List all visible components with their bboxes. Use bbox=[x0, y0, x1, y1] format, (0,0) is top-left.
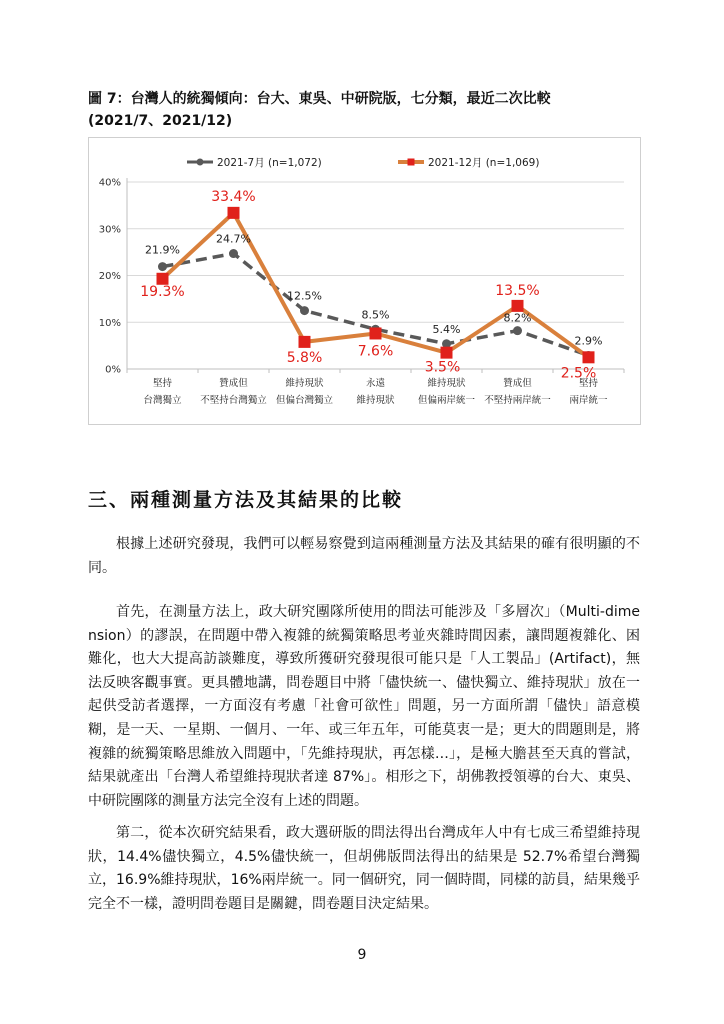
data-label-2021-07: 12.5% bbox=[287, 289, 322, 303]
y-tick-label: 0% bbox=[105, 364, 121, 376]
chart-frame bbox=[88, 137, 641, 425]
data-label-2021-12: 3.5% bbox=[424, 359, 461, 376]
x-tick-label: 不堅持台灣獨立 bbox=[200, 395, 267, 406]
figure-caption-line1: 圖 7：台灣人的統獨傾向：台大、東吳、中研院版，七分類，最近二次比較 bbox=[88, 91, 551, 107]
data-point-2021-07 bbox=[158, 262, 167, 271]
x-tick-label: 贊成但 bbox=[219, 378, 248, 389]
x-tick-label: 贊成但 bbox=[503, 378, 532, 389]
x-tick-label: 維持現狀 bbox=[427, 378, 466, 389]
data-label-2021-12: 2.5% bbox=[560, 365, 597, 382]
series-line-2021-07 bbox=[163, 254, 589, 356]
x-tick-label: 堅持 bbox=[578, 378, 599, 389]
legend-label: 2021-7月 (n=1,072) bbox=[217, 157, 322, 169]
y-tick-label: 30% bbox=[98, 224, 121, 236]
x-tick-label: 永遠 bbox=[365, 378, 386, 389]
paragraph-2: 首先，在測量方法上，政大研究團隊所使用的問法可能涉及「多層次」（Multi-dimension）的謬誤，在問題中帶入複雜的統獨策略思考並夾雜時間因素，讓問題複雜化、困難化，也大大提高訪談難度，導致所獲研究發現很可能只是「人工製品」(Artifact)，無法反映客觀事實。更具體地講，問卷題目中將「儘快統一、儘快獨立、維持現狀」放在一起供受訪者選擇，一方面沒有考慮「社會可欲性」問題，另一方面所謂「儘快」語意模糊，是一天、一星期、一個月、一年、或三年五年，可能莫衷一是；更大的問題則是，將複雜的統獨策略思維放入問題中，「先維持現狀，再怎樣…」，是極大膽甚至天真的嘗試，結果就產出「台灣人希望維持現狀者達 87%」。相形之下，胡佛教授領導的台大、東吳、中研院團隊的測量方法完全沒有上述的問題。 bbox=[88, 604, 640, 809]
data-label-2021-12: 33.4% bbox=[211, 188, 256, 205]
x-tick-label: 維持現狀 bbox=[356, 395, 395, 406]
x-tick-label: 維持現狀 bbox=[285, 378, 324, 389]
legend-label: 2021-12月 (n=1,069) bbox=[428, 157, 540, 169]
data-point-2021-12 bbox=[228, 207, 240, 219]
data-point-2021-07 bbox=[513, 326, 522, 335]
data-point-2021-12 bbox=[583, 351, 595, 363]
x-tick-label: 堅持 bbox=[152, 378, 173, 389]
line-chart bbox=[89, 138, 642, 426]
x-tick-label: 但偏台灣獨立 bbox=[275, 395, 334, 406]
data-point-2021-07 bbox=[300, 306, 309, 315]
data-label-2021-12: 5.8% bbox=[286, 349, 323, 366]
data-point-2021-12 bbox=[299, 336, 311, 348]
data-label-2021-07: 24.7% bbox=[216, 232, 251, 246]
y-tick-label: 40% bbox=[98, 177, 121, 189]
y-tick-label: 20% bbox=[98, 271, 121, 282]
paragraph-3: 第二，從本次研究結果看，政大選研版的問法得出台灣成年人中有七成三希望維持現狀，14.4%儘快獨立，4.5%儘快統一，但胡佛版問法得出的結果是 52.7%希望台灣獨立，16.9%維持現狀，16%兩岸統一。同一個研究，同一個時間，同樣的訪員，結果幾乎完全不一樣，證明問卷題目是關鍵，問卷題目決定結果。 bbox=[88, 825, 640, 912]
y-tick-label: 10% bbox=[98, 317, 121, 329]
data-point-2021-07 bbox=[229, 249, 238, 258]
section-title: 三、兩種測量方法及其結果的比較 bbox=[88, 489, 404, 511]
x-tick-label: 但偏兩岸統一 bbox=[417, 395, 476, 406]
paragraph-1: 根據上述研究發現，我們可以輕易察覺到這兩種測量方法及其結果的確有很明顯的不同。 bbox=[88, 536, 640, 576]
data-label-2021-07: 2.9% bbox=[574, 334, 603, 348]
data-label-2021-12: 7.6% bbox=[357, 343, 394, 360]
legend-marker bbox=[408, 159, 415, 166]
data-label-2021-07: 5.4% bbox=[432, 322, 461, 336]
figure-caption-line2: (2021/7、2021/12) bbox=[88, 113, 233, 129]
x-tick-label: 台灣獨立 bbox=[143, 395, 182, 406]
x-tick-label: 兩岸統一 bbox=[569, 395, 608, 406]
data-point-2021-12 bbox=[370, 327, 382, 339]
x-tick-label: 不堅持兩岸統一 bbox=[484, 395, 551, 406]
data-label-2021-12: 19.3% bbox=[140, 283, 185, 300]
data-point-2021-12 bbox=[441, 347, 453, 359]
figure-caption bbox=[88, 88, 648, 132]
data-point-2021-12 bbox=[512, 300, 524, 312]
legend-marker bbox=[197, 159, 204, 166]
data-label-2021-12: 13.5% bbox=[495, 282, 540, 299]
page-number: 9 bbox=[357, 947, 367, 963]
data-label-2021-07: 8.2% bbox=[503, 311, 532, 325]
data-label-2021-07: 8.5% bbox=[361, 308, 390, 322]
data-label-2021-07: 21.9% bbox=[145, 243, 180, 257]
